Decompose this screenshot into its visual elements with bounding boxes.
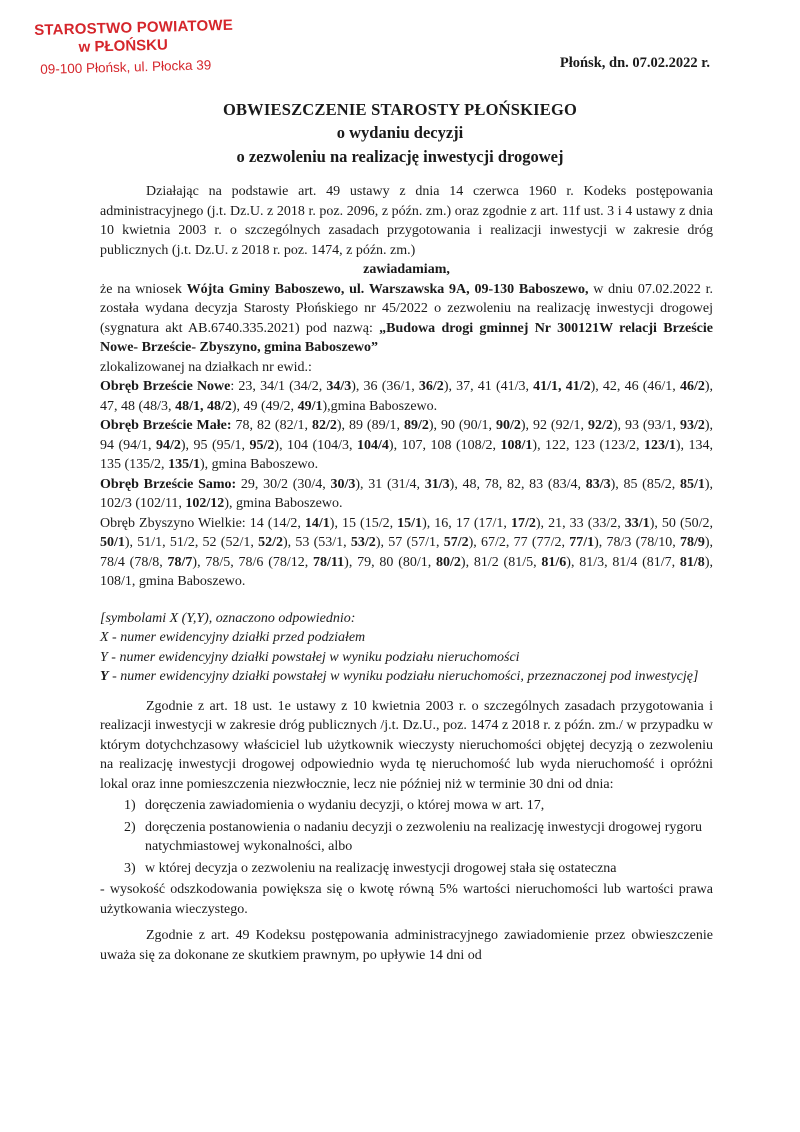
decision-text-2: w dniu 07.02.2022 r. została wydana decyzja Starosty Płońskiego nr 45/2022 o zezwoleniu na realizację inwestycji drogowej (sygnatura akt AB.6740.335.2021) pod nazwą:	[100, 281, 713, 336]
plot-number-bold: 46/2	[679, 379, 705, 394]
title-line-1: OBWIESZCZENIE STAROSTY PŁOŃSKIEGO	[222, 100, 578, 119]
plot-number-bold: 81/6	[541, 554, 567, 570]
plot-text: ), 89 (89/1,	[336, 418, 404, 433]
plot-text: 29, 30/2 (30/4,	[236, 476, 331, 492]
plot-number-bold: 17/2	[510, 515, 536, 531]
deadline-item-text: doręczenia zawiadomienia o wydaniu decyzji, o której mowa w art. 17,	[145, 798, 545, 813]
legend-line-4	[100, 667, 713, 687]
stamp-line-town: w PŁOŃSKU	[78, 36, 169, 56]
place-date: Płońsk, dn. 07.02.2022 r.	[559, 55, 710, 71]
plot-number-bold: 53/2	[350, 535, 376, 550]
plot-text: ), 93 (93/1,	[612, 418, 680, 433]
plots-intro: zlokalizowanej na działkach nr ewid.:	[100, 359, 312, 375]
plot-number-bold: 92/2	[587, 418, 613, 433]
plot-text: ), 108/1, gmina Baboszewo.	[100, 554, 713, 589]
plot-number-bold: 135/1	[168, 457, 200, 472]
plot-text: ), 50 (50/2,	[649, 515, 714, 531]
decision-text-1: że na wniosek	[100, 281, 187, 297]
plot-number-bold: 83/3	[585, 476, 611, 492]
plot-text: ), 53 (53/1,	[282, 535, 351, 550]
title-line-2: o wydaniu decyzji	[336, 123, 464, 142]
legend-symbol-bold: Y	[100, 669, 109, 684]
plot-number-bold: Obręb Brzeście Małe:	[100, 418, 232, 433]
plot-text: ), 78/4 (78/8,	[100, 535, 713, 570]
plot-text: ), 94 (94/1,	[100, 418, 714, 453]
plot-number-bold: 104/4	[357, 437, 389, 453]
art18-paragraph: Zgodnie z art. 18 ust. 1e ustawy z 10 kwietnia 2003 r. o szczególnych zasadach przygotowania i realizacji inwestycji w zakresie dróg publicznych /j.t. Dz.U., poz. 1474 z 2018 r. z późn. zm./ w przypadku w którym dotychchzasowy właściciel lub użytkownik wieczysty nieruchomości objętej decyzją o zezwoleniu na realizację inwestycji drogowej odpowiednio wyda tę nieruchomość lub wyda nieruchomość i opróżni lokal oraz inne pomieszczenia niezwłocznie, lecz nie później niż w terminie 30 dni od dnia:	[100, 698, 713, 792]
legend-line-1: [symbolami X (Y,Y), oznaczono odpowiednio:	[100, 610, 356, 626]
plot-number-bold: 31/3	[424, 476, 450, 492]
plot-text: ), 92 (92/1,	[520, 418, 588, 433]
plot-text: 78, 82 (82/1,	[231, 418, 312, 433]
plot-number-bold: 41/1, 41/2	[533, 379, 591, 394]
deadline-item	[100, 818, 713, 857]
intro-paragraph: Działając na podstawie art. 49 ustawy z dnia 14 czerwca 1960 r. Kodeks postępowania administracyjnego (j.t. Dz.U. z 2018 r. poz. 2096, z późn. zm.) oraz zgodnie z art. 11f ust. 3 i 4 ustawy z dnia 10 kwietnia 2003 r. o szczególnych zasadach przygotowania i realizacji inwestycji w zakresie dróg publicznych (j.t. Dz.U. z 2018 r. poz. 1474, z późn. zm.)	[100, 184, 713, 258]
plot-text: ), 49 (49/2,	[231, 398, 298, 414]
document-title	[0, 99, 800, 169]
plot-number-bold: 78/11	[313, 554, 345, 570]
plot-group	[100, 377, 713, 416]
plot-text: ), 15 (15/2,	[329, 515, 398, 531]
plot-text: ), 90 (90/1,	[428, 418, 496, 433]
plot-text: ), 95 (95/1,	[180, 437, 250, 453]
plot-number-bold: 77/1	[569, 535, 595, 550]
plot-number-bold: 30/3	[330, 476, 356, 492]
plot-text: ), 78/5, 78/6 (78/12,	[192, 554, 314, 570]
deadline-item-number: 1)	[124, 798, 136, 813]
plot-text: ), 122, 123 (123/2,	[532, 437, 644, 453]
plot-number-bold: 108/1	[500, 437, 533, 453]
plot-text: ), 48, 78, 82, 83 (83/4,	[449, 476, 586, 492]
plot-text: ), gmina Baboszewo.	[199, 457, 319, 472]
plot-number-bold: 78/9	[679, 535, 705, 550]
plot-number-bold: 52/2	[258, 535, 283, 550]
deadline-item-text: w której decyzja o zezwoleniu na realizację inwestycji drogowej stała się ostateczna	[145, 860, 617, 876]
deadline-item	[100, 859, 713, 879]
plot-text: ), 42, 46 (46/1,	[590, 379, 680, 394]
plot-text: ), 81/2 (81/5,	[460, 554, 542, 570]
plot-text: ),gmina Baboszewo.	[322, 398, 438, 414]
plot-number-bold: 15/1	[397, 515, 423, 531]
plot-number-bold: 123/1	[644, 437, 676, 453]
plot-text: ), 51/1, 51/2, 52 (52/1,	[124, 535, 259, 550]
title-line-3: o zezwoleniu na realizację inwestycji drogowej	[236, 147, 564, 166]
legend-line-4-text: - numer ewidencyjny działki powstałej w wyniku podziału nieruchomości, przeznaczonej pod inwestycję]	[108, 669, 699, 684]
plot-number-bold: 82/2	[311, 418, 337, 433]
plot-text: ), 79, 80 (80/1,	[344, 554, 437, 570]
deadline-item	[100, 796, 713, 816]
plot-text: ), 78/3 (78/10,	[594, 535, 680, 550]
legend-line-2: X - numer ewidencyjny działki przed podziałem	[100, 630, 366, 645]
plot-number-bold: 57/2	[443, 535, 469, 550]
plot-text: ), 67/2, 77 (77/2,	[468, 535, 570, 550]
compensation-paragraph: - wysokość odszkodowania powiększa się o kwotę równą 5% wartości nieruchomości lub wartości prawa użytkowania wieczystego.	[100, 882, 713, 917]
plot-number-bold: 95/2	[249, 437, 275, 453]
plot-number-bold: 36/2	[418, 379, 444, 394]
plot-text: ), 16, 17 (17/1,	[422, 515, 511, 531]
plot-number-bold: 48/1, 48/2	[175, 398, 232, 414]
plot-text: ), 107, 108 (108/2,	[388, 437, 501, 453]
plot-number-bold: 93/2	[679, 418, 705, 433]
plot-group	[100, 514, 713, 592]
office-stamp	[34, 17, 235, 79]
plot-number-bold: 80/2	[436, 554, 461, 570]
project-name: „Budowa drogi gminnej Nr 300121W relacji Brzeście Nowe- Brzeście- Zbyszyno, gmina Baboszewo”	[100, 320, 713, 355]
plot-number-bold: 78/7	[167, 554, 193, 570]
plot-number-bold: Obręb Brzeście Nowe	[100, 379, 231, 394]
plot-number-bold: 89/2	[403, 418, 429, 433]
plot-text: ), 36 (36/1,	[351, 379, 419, 394]
stamp-line-address: 09-100 Płońsk, ul. Płocka 39	[40, 57, 212, 77]
plot-number-bold: 85/1	[679, 476, 705, 492]
plot-number-bold: 33/1	[624, 515, 650, 531]
legend-line-3: Y - numer ewidencyjny działki powstałej w wyniku podziału nieruchomości	[100, 649, 520, 665]
plot-number-bold: 34/3	[326, 379, 352, 394]
art49-paragraph: Zgodnie z art. 49 Kodeksu postępowania administracyjnego zawiadomienie przez obwieszczenie uważa się za dokonane ze skutkiem prawnym, po upływie 14 dni od	[100, 928, 713, 963]
plot-text: ), gmina Baboszewo.	[224, 496, 343, 511]
plot-text: ), 134, 135 (135/2,	[100, 437, 714, 472]
plot-number-bold: 49/1	[297, 398, 323, 414]
document-body	[100, 182, 713, 965]
plot-text: ), 85 (85/2,	[610, 476, 680, 492]
plot-number-bold: Obręb Brzeście Samo:	[100, 476, 237, 492]
plot-number-bold: 90/2	[495, 418, 521, 433]
plot-text: ), 57 (57/1,	[375, 535, 444, 550]
plot-number-bold: 94/2	[156, 437, 181, 453]
plot-group	[100, 416, 713, 475]
deadline-item-text: doręczenia postanowienia o nadaniu decyzji o zezwoleniu na realizację inwestycji drogowej rygoru natychmiastowej wykonalności, albo	[145, 819, 703, 854]
plot-number-bold: 102/12	[185, 496, 225, 511]
plot-text: ), 102/3 (102/11,	[100, 476, 714, 511]
plot-text: : 23, 34/1 (34/2,	[230, 379, 327, 394]
deadline-item-number: 2)	[124, 819, 136, 835]
applicant-name: Wójta Gminy Baboszewo, ul. Warszawska 9A, 09-130 Baboszewo,	[186, 281, 589, 297]
plot-number-bold: 81/8	[679, 554, 705, 570]
plot-text: ), 81/3, 81/4 (81/7,	[566, 554, 680, 570]
symbol-legend	[100, 609, 713, 687]
plot-text: ), 47, 48 (48/3,	[100, 379, 713, 414]
plot-list	[100, 377, 713, 592]
deadline-item-number: 3)	[124, 860, 136, 876]
plot-text: ), 31 (31/4,	[355, 476, 425, 492]
plot-text: Obręb Zbyszyno Wielkie: 14 (14/2,	[100, 515, 305, 531]
decision-paragraph	[100, 280, 713, 358]
deadline-list	[100, 796, 713, 878]
stamp-line-office: STAROSTWO POWIATOWE	[34, 16, 234, 39]
plot-number-bold: 50/1	[100, 535, 125, 550]
plot-text: ), 104 (104/3,	[274, 437, 358, 453]
plot-text: ), 37, 41 (41/3,	[443, 379, 534, 394]
plot-text: ), 21, 33 (33/2,	[535, 515, 625, 531]
announcement-word: zawiadamiam,	[363, 262, 450, 277]
plot-number-bold: 14/1	[304, 515, 330, 531]
plot-group	[100, 475, 713, 514]
